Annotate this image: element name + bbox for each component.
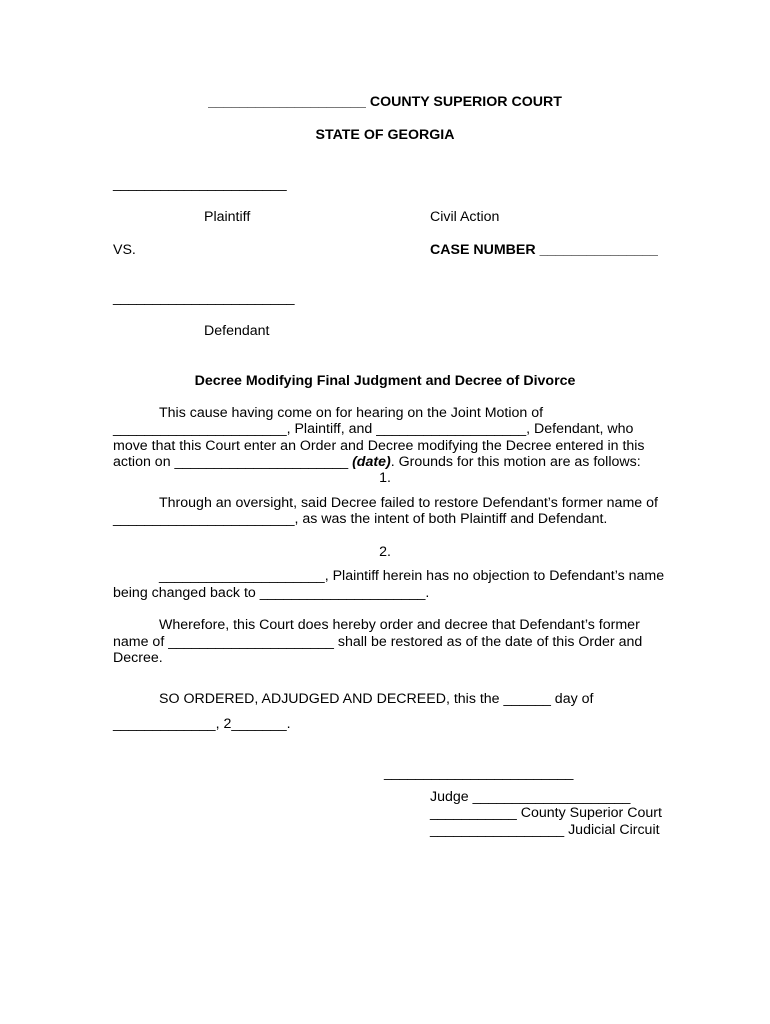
paragraph-4-line-3: Decree.	[113, 650, 163, 666]
court-heading: ____________________ COUNTY SUPERIOR COURT	[208, 94, 562, 110]
paragraph-3-line-1: _____________________, Plaintiff herein has no objection to Defendant’s name	[159, 568, 665, 584]
vs-label: VS.	[113, 242, 136, 258]
paragraph-4-line-2: name of _____________________ shall be restored as of the date of this Order and	[113, 634, 643, 650]
case-number: CASE NUMBER _______________	[430, 242, 658, 258]
date-label: (date)	[352, 454, 391, 470]
signature-line: ________________________	[384, 765, 574, 781]
section-number-1: 1.	[379, 470, 391, 486]
judicial-circuit-line: _________________ Judicial Circuit	[430, 822, 660, 838]
paragraph-1-line-4	[113, 454, 641, 470]
paragraph-1-line-4-start: action on ______________________	[113, 454, 353, 470]
paragraph-3-line-2: being changed back to _____________________.	[113, 585, 430, 601]
paragraph-1-line-3: move that this Court enter an Order and Decree modifying the Decree entered in this	[113, 438, 645, 454]
paragraph-5-line-1: SO ORDERED, ADJUDGED AND DECREED, this the ______ day of	[159, 691, 594, 707]
plaintiff-label: Plaintiff	[204, 209, 251, 225]
paragraph-1-line-4-end: . Grounds for this motion are as follows:	[390, 454, 641, 470]
county-court-line: ___________ County Superior Court	[430, 805, 662, 821]
paragraph-2-line-1: Through an oversight, said Decree failed to restore Defendant’s former name of	[159, 495, 658, 511]
paragraph-2-line-2: _______________________, as was the intent of both Plaintiff and Defendant.	[113, 511, 608, 527]
paragraph-4-line-1: Wherefore, this Court does hereby order and decree that Defendant’s former	[159, 617, 640, 633]
document-title: Decree Modifying Final Judgment and Decree of Divorce	[194, 373, 576, 389]
paragraph-1-line-2: ______________________, Plaintiff, and ___________________, Defendant, who	[113, 421, 634, 437]
defendant-label: Defendant	[204, 323, 270, 339]
state-heading: STATE OF GEORGIA	[315, 127, 455, 143]
plaintiff-name-blank: ______________________	[113, 176, 287, 192]
judge-line: Judge ____________________	[430, 789, 631, 805]
civil-action-label: Civil Action	[430, 209, 500, 225]
paragraph-5-line-2: _____________, 2_______.	[113, 716, 291, 732]
defendant-name-blank: _______________________	[113, 290, 295, 306]
paragraph-1-line-1: This cause having come on for hearing on the Joint Motion of	[159, 405, 544, 421]
section-number-2: 2.	[379, 544, 391, 560]
